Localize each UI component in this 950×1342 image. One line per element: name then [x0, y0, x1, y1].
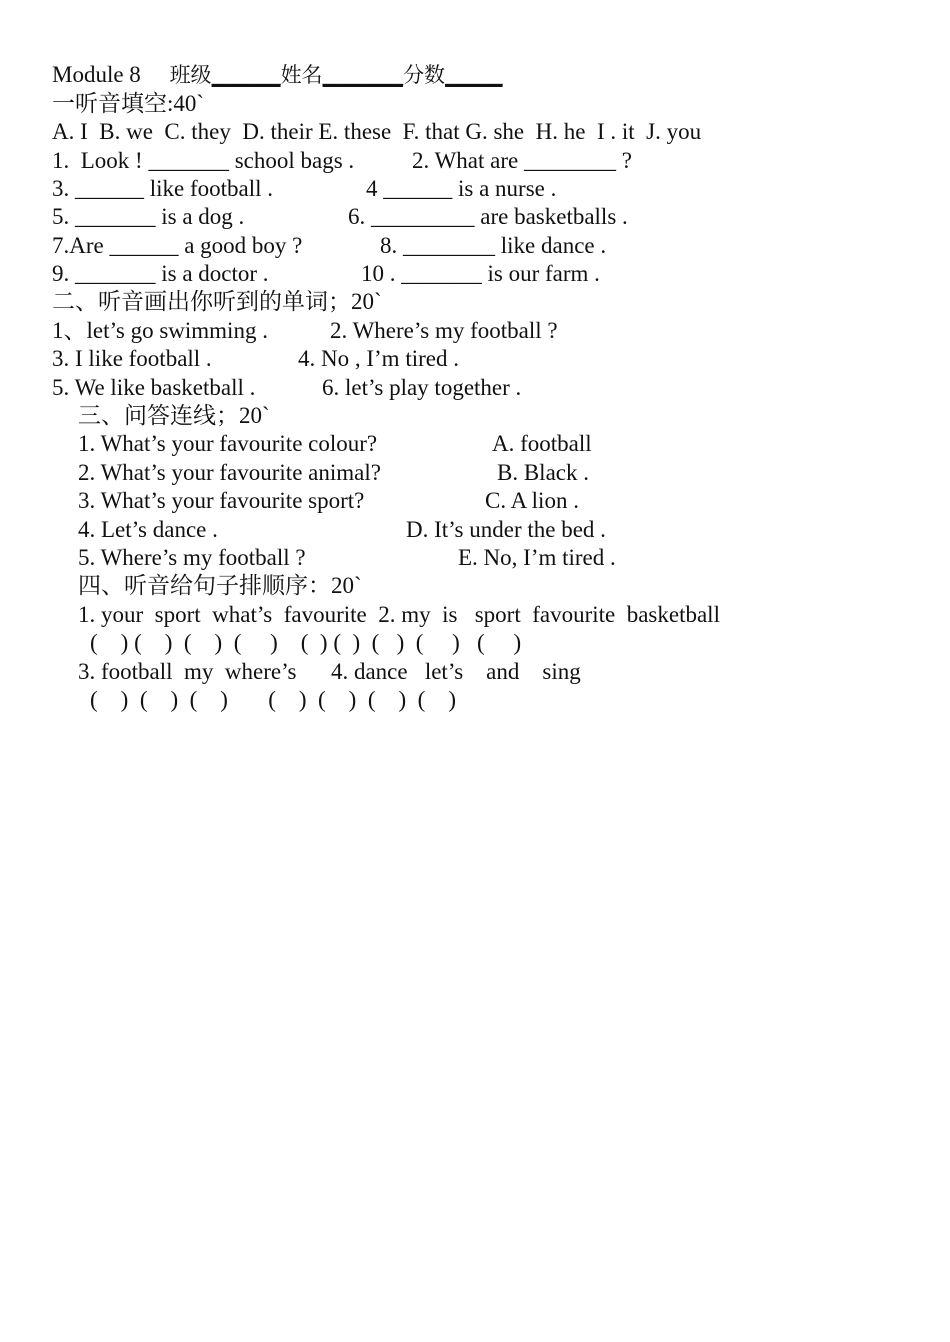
- section2-sentence[interactable]: 2. Where’s my football ?: [330, 318, 558, 343]
- section1-question: 4 ______ is a nurse .: [366, 176, 557, 201]
- section4-title: 四、听音给句子排顺序：20`: [78, 573, 362, 598]
- score-blank[interactable]: _____: [445, 62, 503, 87]
- section4-order-blanks[interactable]: ( ) ( ) ( ) ( ) ( ) ( ) ( ) ( ) ( ): [90, 630, 522, 655]
- name-blank[interactable]: _______: [322, 62, 404, 87]
- section3-title: 三、问答连线；20`: [78, 403, 270, 428]
- section1-question: 2. What are ________ ?: [412, 148, 632, 173]
- section1-question: 7.Are ______ a good boy ?: [52, 233, 303, 258]
- worksheet-header: [52, 61, 503, 89]
- class-blank[interactable]: ______: [211, 62, 281, 87]
- section3-question[interactable]: 5. Where’s my football ?: [78, 545, 306, 570]
- section4-words: 3. football my where’s 4. dance let’s and sing: [78, 659, 581, 684]
- section3-answer[interactable]: D. It’s under the bed .: [406, 517, 606, 542]
- section2-sentence[interactable]: 1、let’s go swimming .: [52, 318, 268, 343]
- section1-question: 1. Look ! _______ school bags .: [52, 148, 355, 173]
- section1-question: 8. ________ like dance .: [380, 233, 607, 258]
- name-label: 姓名: [280, 63, 323, 87]
- class-label: 班级: [169, 63, 212, 87]
- section3-question[interactable]: 4. Let’s dance .: [78, 517, 218, 542]
- section2-sentence[interactable]: 4. No , I’m tired .: [298, 346, 459, 371]
- section3-question[interactable]: 2. What’s your favourite animal?: [78, 460, 381, 485]
- section4-words: 1. your sport what’s favourite 2. my is sport favourite basketball: [78, 602, 720, 627]
- section2-title: 二、听音画出你听到的单词；20`: [52, 289, 382, 314]
- section1-question: 9. _______ is a doctor .: [52, 261, 269, 286]
- section1-question: 5. _______ is a dog .: [52, 204, 245, 229]
- section3-answer[interactable]: C. A lion .: [485, 488, 579, 513]
- section1-question: 6. _________ are basketballs .: [348, 204, 628, 229]
- section3-answer[interactable]: E. No, I’m tired .: [458, 545, 616, 570]
- section2-sentence[interactable]: 6. let’s play together .: [322, 375, 522, 400]
- module-title: Module 8: [52, 62, 141, 87]
- section2-sentence[interactable]: 3. I like football .: [52, 346, 212, 371]
- section4-order-blanks[interactable]: ( ) ( ) ( ) ( ) ( ) ( ) ( ): [90, 687, 456, 712]
- section1-options: A. I B. we C. they D. their E. these F. that G. she H. he I . it J. you: [52, 119, 702, 144]
- section3-question[interactable]: 1. What’s your favourite colour?: [78, 431, 378, 456]
- section3-answer[interactable]: A. football: [492, 431, 592, 456]
- section1-question: 3. ______ like football .: [52, 176, 274, 201]
- section2-sentence[interactable]: 5. We like basketball .: [52, 375, 256, 400]
- score-label: 分数: [403, 63, 446, 87]
- section3-question[interactable]: 3. What’s your favourite sport?: [78, 488, 365, 513]
- section1-title: 一听音填空:40`: [52, 91, 205, 116]
- section3-answer[interactable]: B. Black .: [497, 460, 589, 485]
- section1-question: 10 . _______ is our farm .: [361, 261, 600, 286]
